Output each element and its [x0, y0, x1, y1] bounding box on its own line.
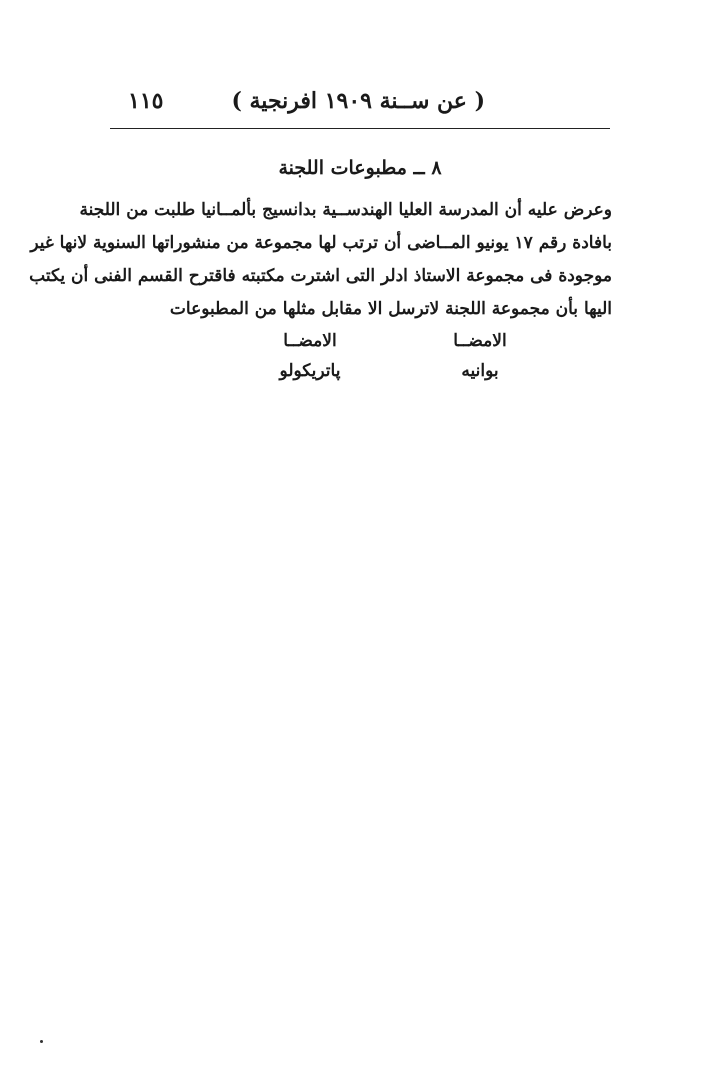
running-title: ( عن ســنة ١٩٠٩ افرنجية ) [231, 88, 485, 114]
body-paragraph [29, 194, 612, 326]
page-number: ١١٥ [128, 88, 164, 114]
page-speck [40, 1040, 43, 1043]
paragraph-line: موجودة فى مجموعة الاستاذ ادلر التى اشترت مكتبته فاقترح القسم الفنى أن يكتب [29, 266, 612, 286]
signatory-name: بوانيه [461, 361, 499, 381]
paragraph-line: اليها بأن مجموعة اللجنة لاترسل الا مقابل مثلها من المطبوعات [169, 299, 612, 319]
signature-label: الامضــا [453, 331, 507, 351]
signature-column [250, 326, 370, 386]
signatory-name: پاتريكولو [279, 361, 341, 381]
page-header [110, 88, 610, 122]
signature-column [420, 326, 540, 386]
paragraph-line: بافادة رقم ١٧ يونيو المــاضى أن ترتب لها مجموعة من منشوراتها السنوية لانها غير [30, 233, 612, 253]
signature-block [240, 326, 560, 396]
paragraph-line: وعرض عليه أن المدرسة العليا الهندســية بدانسيج بألمــانيا طلبت من اللجنة [79, 200, 612, 220]
section-heading: ٨ ــ مطبوعات اللجنة [278, 157, 442, 179]
signature-label: الامضــا [283, 331, 337, 351]
header-rule [110, 128, 610, 129]
